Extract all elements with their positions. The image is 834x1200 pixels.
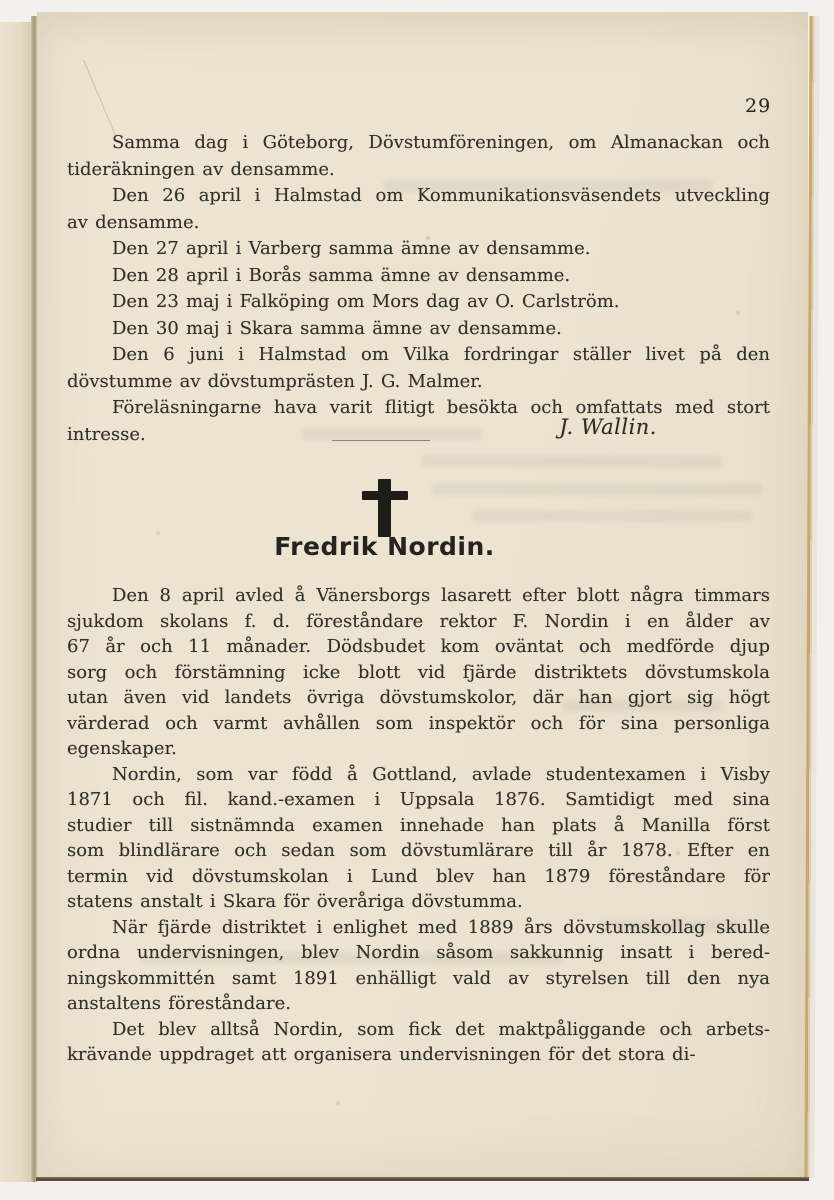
text-column <box>67 12 770 1178</box>
paragraph <box>67 236 770 263</box>
foxing-specks <box>37 12 39 14</box>
paragraph <box>67 762 770 915</box>
text-line: statens anstalt i Skara för överåriga dövstumma. <box>67 891 523 912</box>
text-line: termin vid dövstumskolan i Lund blev han 1879 föreståndare för <box>67 865 770 887</box>
text-line: Den 27 april i Varberg samma ämne av densamme. <box>112 238 591 259</box>
divider-rule <box>332 440 430 441</box>
text-line: värderad och varmt avhållen som inspektör och för sina personliga <box>67 712 770 734</box>
page-number: 29 <box>745 95 772 117</box>
text-line: ordna undervisningen, blev Nordin såsom sakkunnig insatt i bered- <box>67 942 770 963</box>
text-line: krävande uppdraget att organisera undervisningen för det stora di- <box>67 1044 696 1065</box>
text-line: Den 26 april i Halmstad om Kommunikationsväsendets utveckling <box>112 185 770 206</box>
text-line: av densamme. <box>67 211 200 233</box>
text-line: Den 30 maj i Skara samma ämne av densamme. <box>112 317 562 339</box>
text-line: dövstumme av dövstumprästen J. G. Malmer. <box>67 370 483 392</box>
obituary-paragraphs <box>67 583 770 1068</box>
text-line: 1871 och fil. kand.-examen i Uppsala 1876. Samtidigt med sina <box>67 789 770 810</box>
text-line: Föreläsningarne hava varit flitigt besökta och omfattats med stort <box>112 397 770 418</box>
paragraph <box>67 1017 770 1068</box>
text-line: anstaltens föreståndare. <box>67 993 292 1014</box>
text-line: Den 23 maj i Falköping om Mors dag av O. Carlström. <box>112 291 620 312</box>
text-line: utan även vid landets övriga dövstumskolor, där han gjort sig högt <box>67 687 770 708</box>
text-line: Samma dag i Göteborg, Dövstumföreningen, om Almanackan och <box>112 132 770 153</box>
text-line: Den 28 april i Borås samma ämne av densamme. <box>112 264 571 286</box>
paragraph <box>67 130 770 183</box>
report-paragraphs <box>67 130 770 448</box>
signature: J. Wallin. <box>559 415 657 439</box>
paragraph <box>67 583 770 762</box>
text-line: egenskaper. <box>67 738 177 759</box>
text-line: intresse. <box>67 423 146 445</box>
text-line: 67 år och 11 månader. Dödsbudet kom oväntat och medförde djup <box>67 636 770 657</box>
paragraph <box>67 342 770 395</box>
paragraph <box>67 316 770 343</box>
text-line: som blindlärare och sedan som dövstumlärare till år 1878. Efter en <box>67 840 770 861</box>
paragraph <box>67 915 770 1017</box>
text-line: Den 6 juni i Halmstad om Vilka fordringar ställer livet på den <box>112 344 770 365</box>
text-line: Den 8 april avled å Vänersborgs lasarett efter blott några timmars <box>112 585 770 606</box>
text-line: ningskommittén samt 1891 enhälligt vald av styrelsen till den nya <box>67 967 770 989</box>
paragraph <box>67 263 770 290</box>
adjacent-page-edge <box>0 22 31 1182</box>
memorial-cross-icon <box>362 479 408 537</box>
paragraph <box>67 289 770 316</box>
text-line: sjukdom skolans f. d. föreståndare rektor F. Nordin i en ålder av <box>67 610 770 632</box>
text-line: studier till sistnämnda examen innehade han plats å Manilla först <box>67 814 770 836</box>
paragraph <box>67 183 770 236</box>
obituary-title: Fredrik Nordin. <box>274 532 495 561</box>
text-line: När fjärde distriktet i enlighet med 1889 års dövstumskollag skulle <box>112 916 770 938</box>
page-bottom-edge <box>36 1177 809 1181</box>
book-page <box>37 12 808 1178</box>
text-line: Det blev alltså Nordin, som fick det maktpåliggande och arbets- <box>112 1018 770 1040</box>
text-line: tideräkningen av densamme. <box>67 158 335 180</box>
text-line: sorg och förstämning icke blott vid fjärde distriktets dövstumskola <box>67 661 770 683</box>
text-line: Nordin, som var född å Gottland, avlade studentexamen i Visby <box>112 763 770 785</box>
